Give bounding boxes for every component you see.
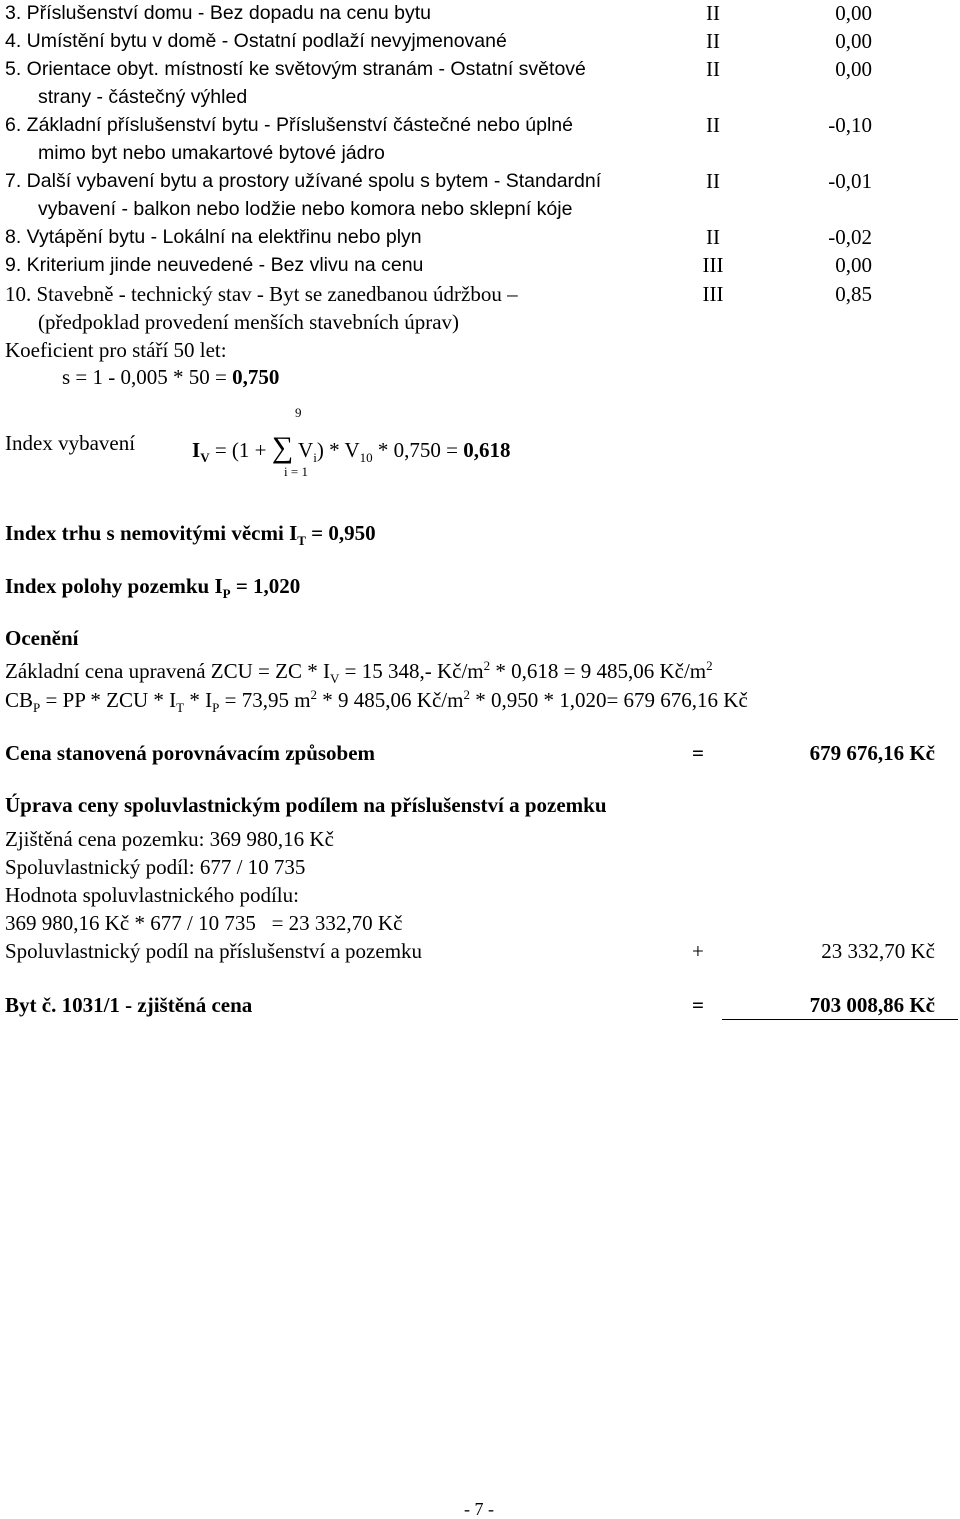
cbp-e: * 9 485,06 Kč/m xyxy=(317,688,464,712)
location-index-value: = 1,020 xyxy=(230,574,301,598)
formula-vi: V xyxy=(293,438,314,462)
coef-10-value: 0,85 xyxy=(835,282,872,306)
market-index-sub: T xyxy=(297,533,306,549)
coef-6-group: II xyxy=(706,113,720,137)
coef-10-text: 10. Stavebně - technický stav - Byt se zanedbanou údržbou – xyxy=(5,282,518,306)
cbp-b: = PP * ZCU * I xyxy=(40,688,177,712)
coef-7-group: II xyxy=(706,169,720,193)
final-price-value: 703 008,86 Kč xyxy=(809,993,935,1017)
cbp-b-sub: T xyxy=(176,700,185,716)
zcu-b: = 15 348,- Kč/m xyxy=(339,659,484,683)
final-price-op: = xyxy=(692,993,704,1017)
share-line-op: + xyxy=(692,939,704,963)
coef-8-group: II xyxy=(706,225,720,249)
coef-7-text-cont: vybavení - balkon nebo lodžie nebo komora nebo sklepní kóje xyxy=(38,198,573,220)
land-price: Zjištěná cena pozemku: 369 980,16 Kč xyxy=(5,827,334,851)
coef-3-group: II xyxy=(706,1,720,25)
share-line-value: 23 332,70 Kč xyxy=(821,939,935,963)
coef-8-value: -0,02 xyxy=(828,225,872,249)
sum-lower-limit: i = 1 xyxy=(284,464,308,479)
formula-open: = (1 + xyxy=(209,438,272,462)
cbp-e-sup: 2 xyxy=(463,687,470,702)
coef-6-text-cont: mimo byt nebo umakartové bytové jádro xyxy=(38,142,385,164)
page-number: - 7 - xyxy=(464,1499,494,1519)
coef-4-group: II xyxy=(706,29,720,53)
cbp-c-sub: P xyxy=(212,700,220,716)
adjustment-heading: Úprava ceny spoluvlastnickým podílem na příslušenství a pozemku xyxy=(5,793,607,817)
zcu-a-sub: V xyxy=(329,671,340,687)
formula-I: I xyxy=(192,438,201,462)
formula-tail: * 0,750 = xyxy=(372,438,464,462)
comparative-price-label: Cena stanovená porovnávacím způsobem xyxy=(5,741,376,765)
zcu-line xyxy=(5,658,713,687)
coef-3-value: 0,00 xyxy=(835,1,872,25)
cbp-d-sup: 2 xyxy=(310,687,318,702)
equipment-index-result: 0,618 xyxy=(463,438,511,462)
sum-upper-limit: 9 xyxy=(295,405,302,420)
cbp-a: CB xyxy=(5,688,34,712)
equipment-index-label: Index vybavení xyxy=(5,431,136,455)
coef-5-value: 0,00 xyxy=(835,57,872,81)
coef-10-group: III xyxy=(702,282,724,306)
share-value-label: Hodnota spoluvlastnického podílu: xyxy=(5,883,299,907)
coef-9-text: 9. Kriterium jinde neuvedené - Bez vlivu na cenu xyxy=(5,254,424,276)
final-price-underline xyxy=(722,1019,958,1020)
zcu-c-sup: 2 xyxy=(706,658,713,673)
market-index-value: = 0,950 xyxy=(305,521,376,545)
coef-3-text: 3. Příslušenství domu - Bez dopadu na cenu bytu xyxy=(5,2,432,24)
coef-7-text: 7. Další vybavení bytu a prostory užívané spolu s bytem - Standardní xyxy=(5,170,602,192)
cbp-c: * I xyxy=(184,688,213,712)
location-index xyxy=(5,574,301,602)
formula-mid: ) * V xyxy=(316,438,360,462)
cbp-d: = 73,95 m xyxy=(219,688,311,712)
equipment-index-formula xyxy=(192,431,511,466)
coef-6-text: 6. Základní příslušenství bytu - Příslušenství částečné nebo úplné xyxy=(5,114,573,136)
formula-v10-sub: 10 xyxy=(359,450,373,466)
coef-8-text: 8. Vytápění bytu - Lokální na elektřinu nebo plyn xyxy=(5,226,422,248)
coef-9-group: III xyxy=(702,253,724,277)
age-coefficient-label: Koeficient pro stáří 50 let: xyxy=(5,338,227,362)
final-price-label: Byt č. 1031/1 - zjištěná cena xyxy=(5,993,253,1017)
location-index-text: Index polohy pozemku I xyxy=(5,574,223,598)
age-formula-result: 0,750 xyxy=(232,365,280,389)
coef-4-value: 0,00 xyxy=(835,29,872,53)
coef-7-value: -0,01 xyxy=(828,169,872,193)
location-index-sub: P xyxy=(222,586,231,602)
share-line-label: Spoluvlastnický podíl na příslušenství a pozemku xyxy=(5,939,423,963)
coef-6-value: -0,10 xyxy=(828,113,872,137)
ownership-share: Spoluvlastnický podíl: 677 / 10 735 xyxy=(5,855,306,879)
zcu-c: * 0,618 = 9 485,06 Kč/m xyxy=(490,659,707,683)
coef-9-value: 0,00 xyxy=(835,253,872,277)
coef-5-group: II xyxy=(706,57,720,81)
cbp-a-sub: P xyxy=(33,700,41,716)
formula-vi-sub: i xyxy=(313,450,317,466)
comparative-price-op: = xyxy=(692,741,704,765)
cbp-f: * 0,950 * 1,020= 679 676,16 Kč xyxy=(469,688,748,712)
formula-I-sub: V xyxy=(200,450,210,466)
market-index xyxy=(5,521,376,549)
zcu-b-sup: 2 xyxy=(483,658,491,673)
zcu-a: Základní cena upravená ZCU = ZC * I xyxy=(5,659,330,683)
cbp-line xyxy=(5,687,748,716)
coef-5-text-cont: strany - částečný výhled xyxy=(38,86,248,108)
age-formula-text: s = 1 - 0,005 * 50 = xyxy=(62,365,233,389)
share-calculation: 369 980,16 Kč * 677 / 10 735 = 23 332,70 Kč xyxy=(5,911,403,935)
market-index-text: Index trhu s nemovitými věcmi I xyxy=(5,521,298,545)
sigma-symbol: ∑ xyxy=(271,431,294,464)
coef-4-text: 4. Umístění bytu v domě - Ostatní podlaží nevyjmenované xyxy=(5,30,507,52)
age-coefficient-formula xyxy=(62,367,279,388)
valuation-heading: Ocenění xyxy=(5,626,79,650)
coef-10-text-cont: (předpoklad provedení menších stavebních úprav) xyxy=(38,310,460,334)
comparative-price-value: 679 676,16 Kč xyxy=(809,741,935,765)
coef-5-text: 5. Orientace obyt. místností ke světovým stranám - Ostatní světové xyxy=(5,58,586,80)
